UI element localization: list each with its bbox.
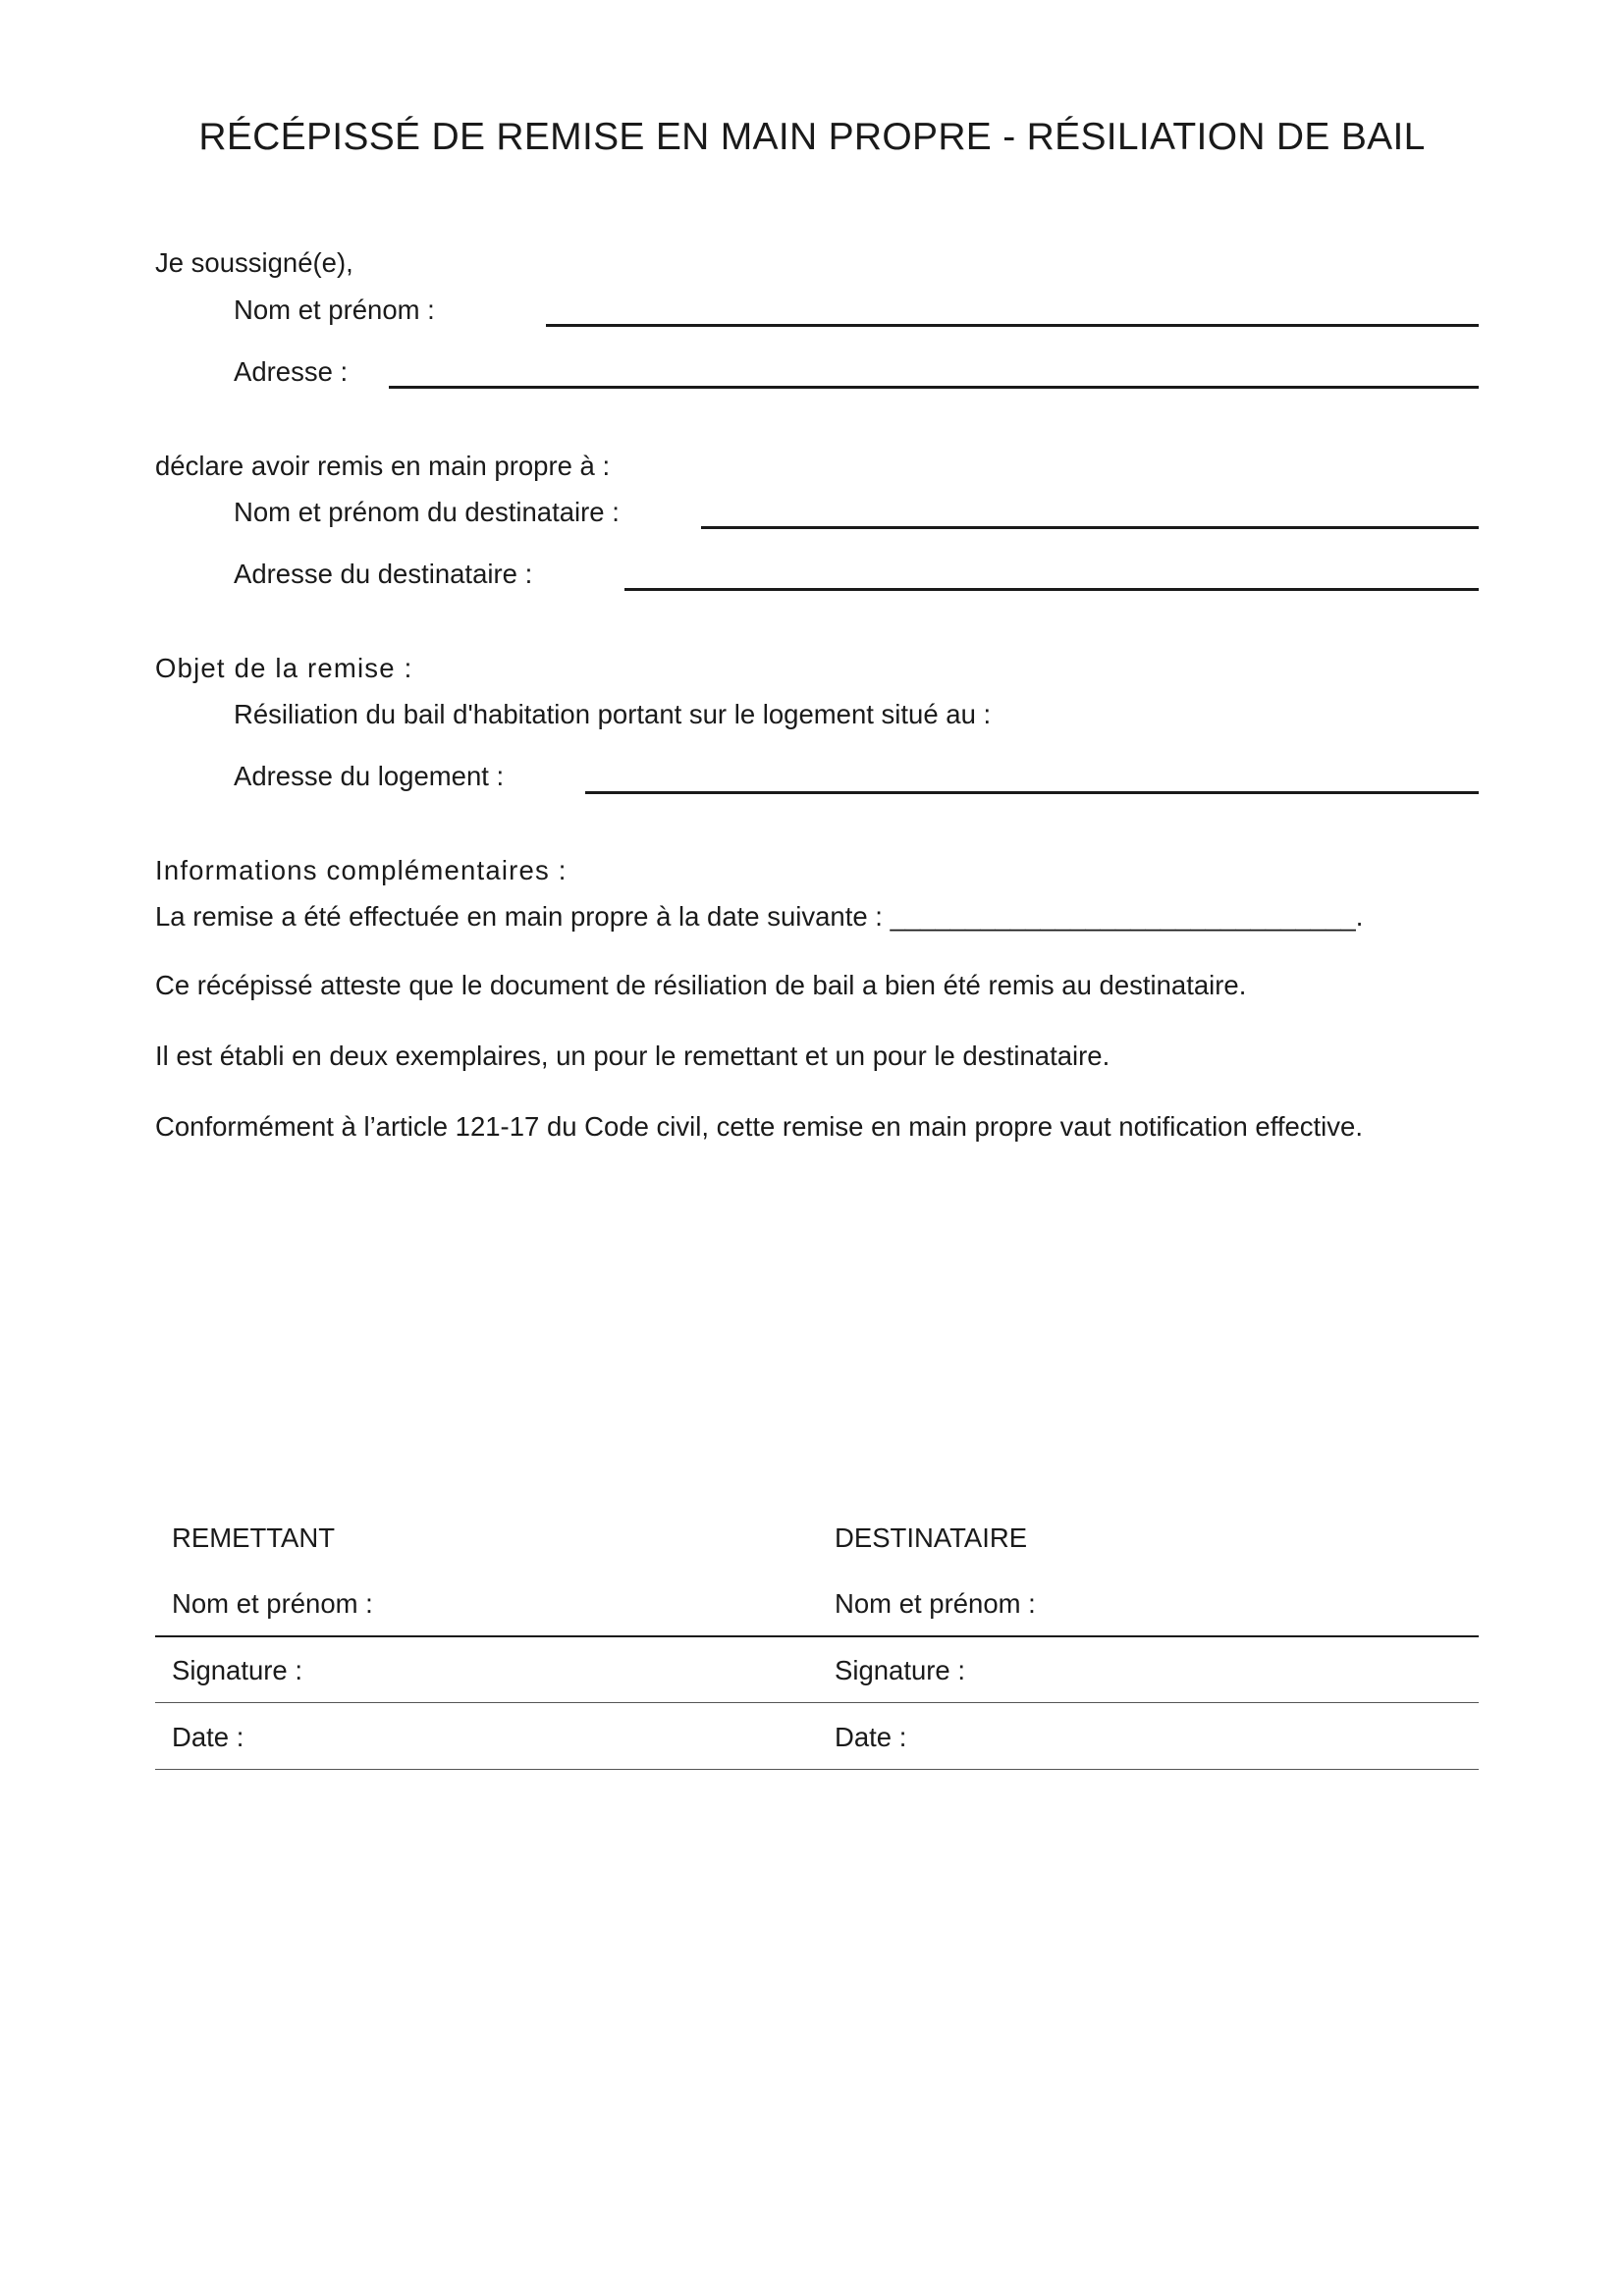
remettant-signature-label: Signature :	[172, 1655, 303, 1685]
destinataire-date-label: Date :	[835, 1722, 907, 1752]
undersigned-name-field[interactable]	[546, 324, 1479, 327]
info-heading: Informations complémentaires :	[155, 855, 568, 885]
info-attest-text: Ce récépissé atteste que le document de résiliation de bail a bien été remis au destinataire.	[155, 970, 1247, 1000]
recipient-address-field[interactable]	[624, 588, 1479, 591]
housing-address-field[interactable]	[585, 791, 1479, 794]
undersigned-address-field[interactable]	[389, 386, 1479, 389]
recipient-name-label: Nom et prénom du destinataire :	[234, 497, 620, 527]
housing-address-label: Adresse du logement :	[234, 761, 505, 791]
signature-table-rule-top	[155, 1635, 1479, 1637]
document-title: RÉCÉPISSÉ DE REMISE EN MAIN PROPRE - RÉSILIATION DE BAIL	[198, 116, 1426, 158]
signature-table-rule-bottom	[155, 1769, 1479, 1770]
remettant-date-label: Date :	[172, 1722, 244, 1752]
info-legal-text: Conformément à l’article 121-17 du Code civil, cette remise en main propre vaut notification effective.	[155, 1111, 1363, 1142]
undersigned-name-label: Nom et prénom :	[234, 294, 435, 325]
remettant-heading: REMETTANT	[172, 1522, 336, 1553]
destinataire-heading: DESTINATAIRE	[835, 1522, 1028, 1553]
destinataire-name-label: Nom et prénom :	[835, 1588, 1036, 1619]
destinataire-signature-label: Signature :	[835, 1655, 966, 1685]
undersigned-intro: Je soussigné(e),	[155, 247, 353, 278]
object-description: Résiliation du bail d'habitation portant sur le logement situé au :	[234, 699, 992, 729]
remettant-name-label: Nom et prénom :	[172, 1588, 373, 1619]
undersigned-address-label: Adresse :	[234, 356, 349, 387]
object-heading: Objet de la remise :	[155, 653, 413, 683]
recipient-name-field[interactable]	[701, 526, 1479, 529]
recipient-intro: déclare avoir remis en main propre à :	[155, 451, 611, 481]
info-copies-text: Il est établi en deux exemplaires, un pour le remettant et un pour le destinataire.	[155, 1041, 1110, 1071]
recipient-address-label: Adresse du destinataire :	[234, 559, 533, 589]
signature-table-rule-middle	[155, 1702, 1479, 1703]
info-date-sentence: La remise a été effectuée en main propre à la date suivante : _______________________________.	[155, 901, 1364, 932]
